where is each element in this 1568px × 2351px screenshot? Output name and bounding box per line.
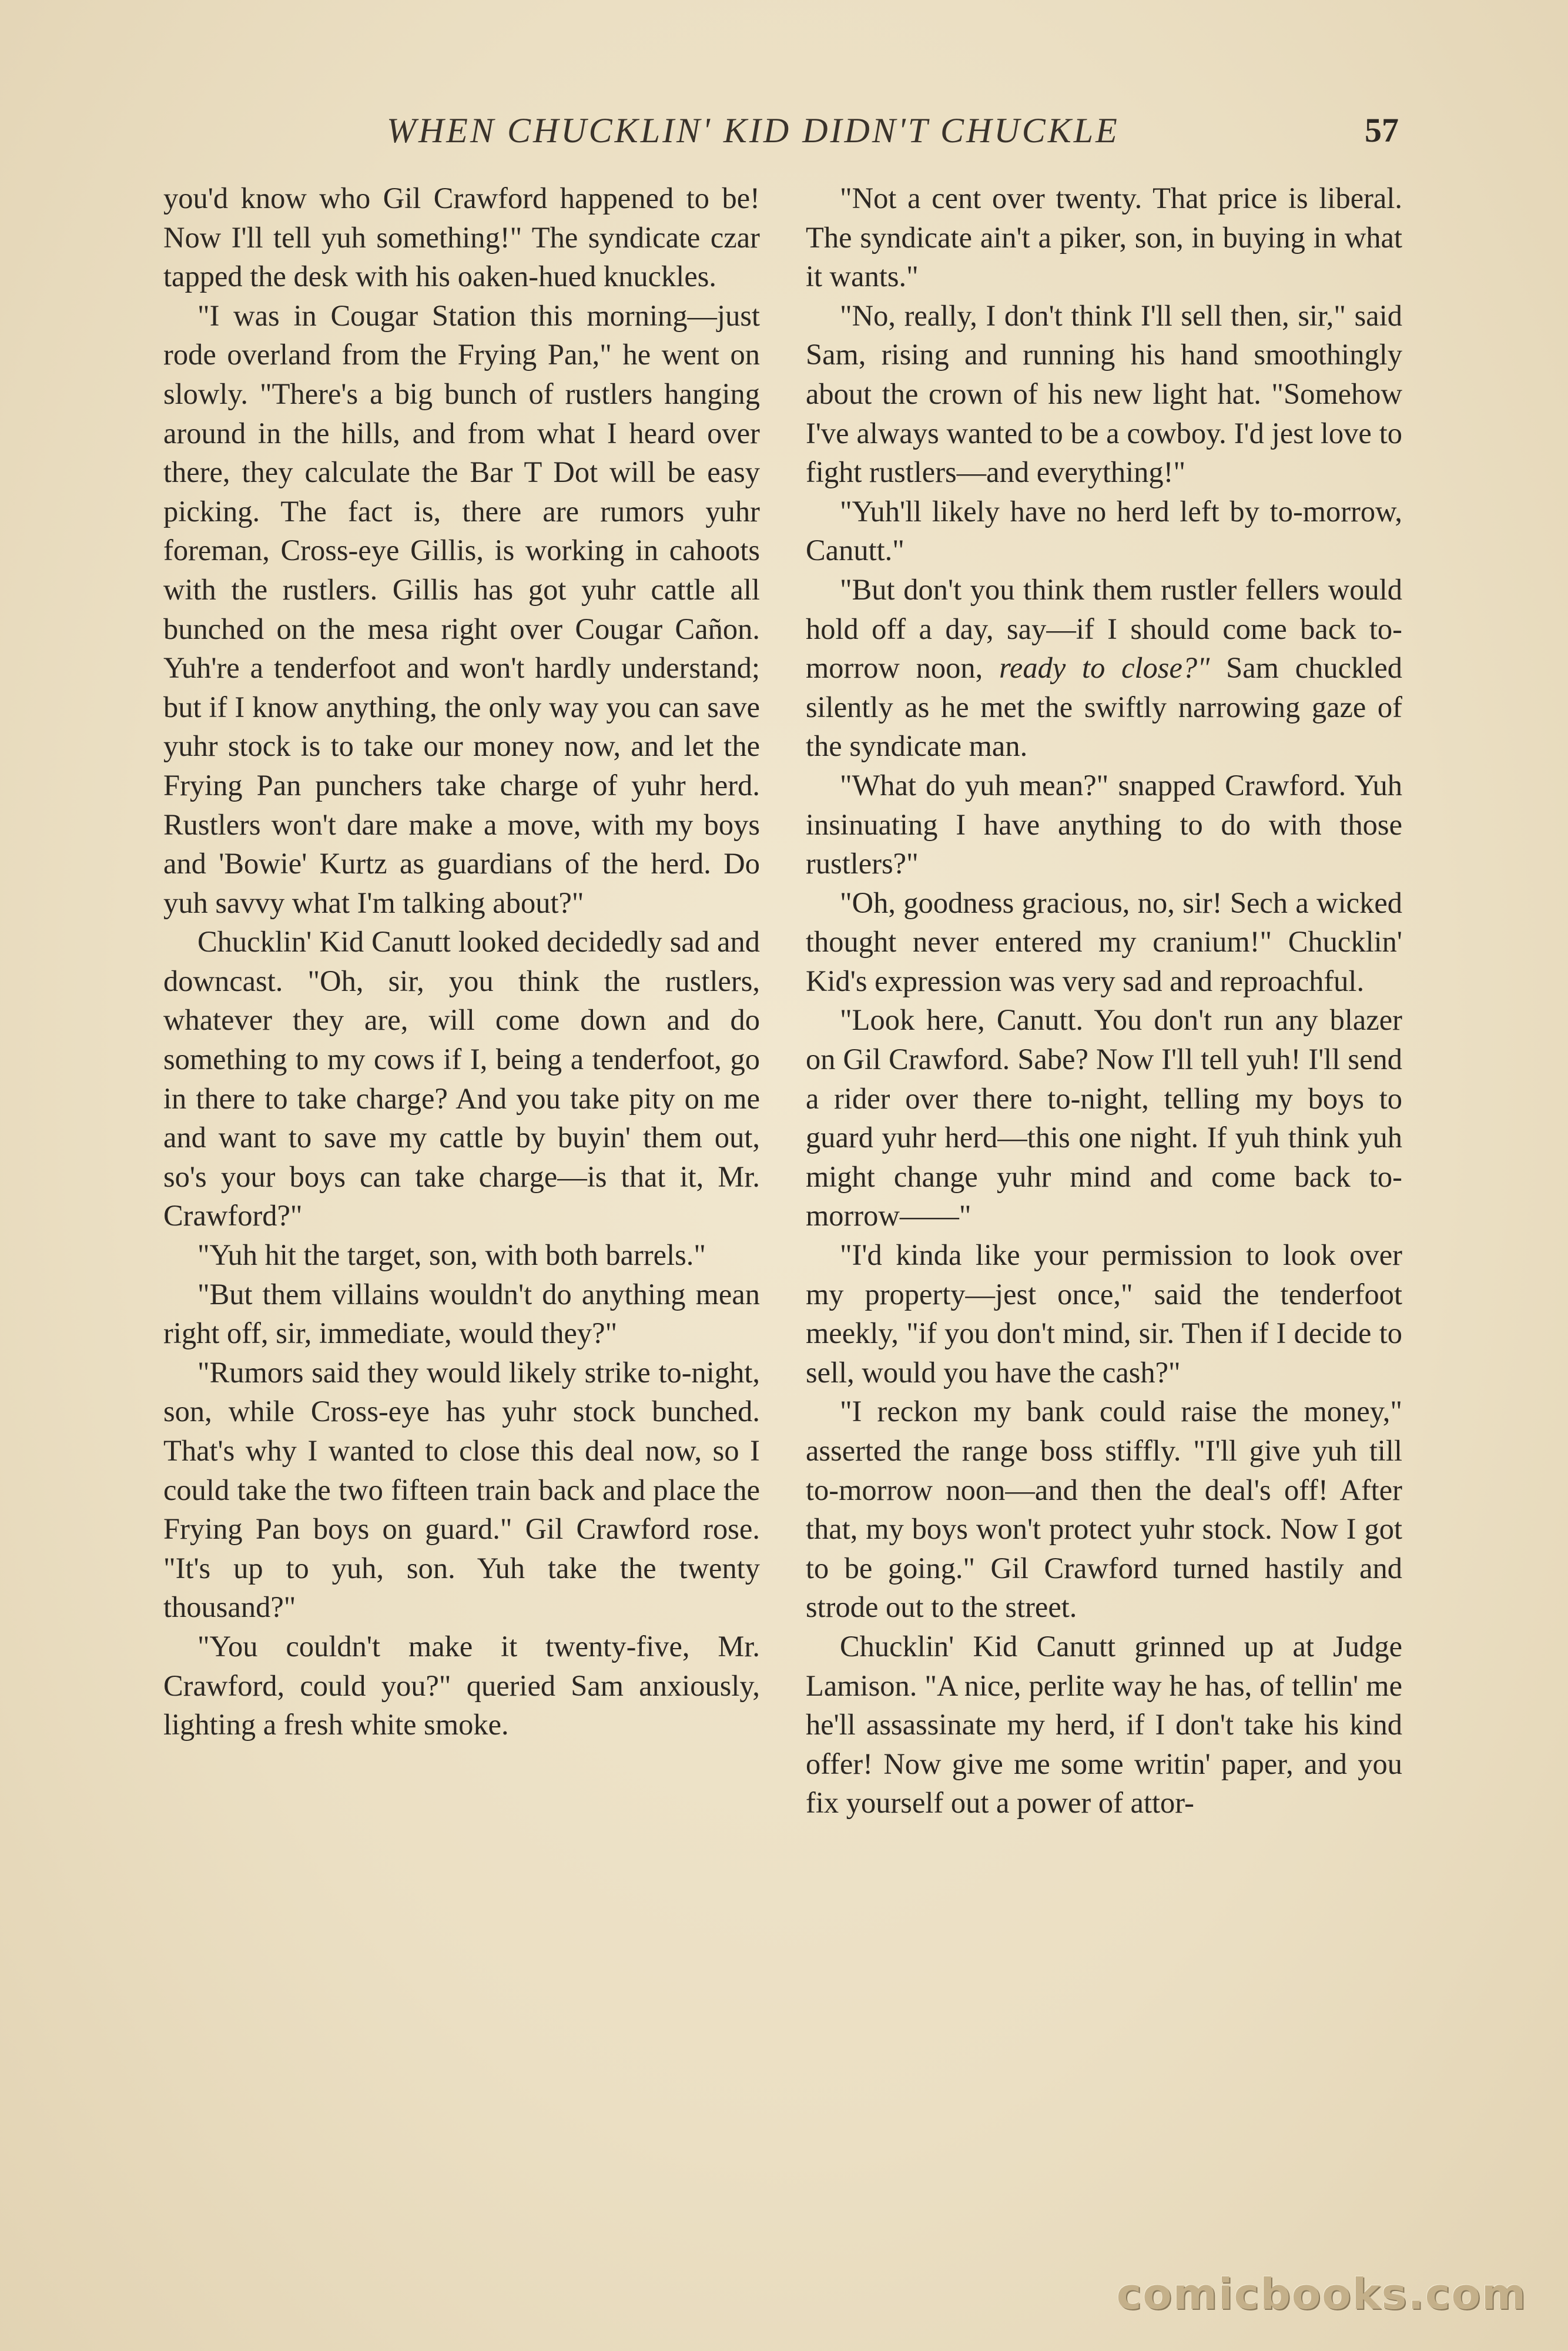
running-header	[163, 110, 1405, 158]
paragraph	[806, 570, 1402, 766]
right-column	[806, 179, 1402, 1823]
paragraph: "Look here, Canutt. You don't run any blazer on Gil Crawford. Sabe? Now I'll tell yuh! I'll send a rider over there to-night, telling my boys to guard yuhr herd—this one night. If yuh think yuh might change yuhr mind and come back to-morrow——"	[806, 1003, 1402, 1233]
paragraph: "Yuh hit the target, son, with both barrels."	[197, 1238, 706, 1272]
paragraph: you'd know who Gil Crawford happened to be! Now I'll tell yuh something!" The syndicate czar tapped the desk with his oaken-hued knuckles.	[163, 182, 760, 293]
paragraph: "What do yuh mean?" snapped Crawford. Yuh insinuating I have anything to do with those rustlers?"	[806, 768, 1402, 880]
paragraph: "But them villains wouldn't do anything mean right off, sir, immediate, would they?"	[163, 1277, 760, 1350]
paragraph: "I reckon my bank could raise the money," asserted the range boss stiffly. "I'll give yuh till to-morrow noon—and then the deal's off! After that, my boys won't protect yuhr stock. Now I got to be going." Gil Crawford turned hastily and strode out to the street.	[806, 1395, 1402, 1624]
running-title: WHEN CHUCKLIN' KID DIDN'T CHUCKLE	[387, 111, 1120, 150]
paragraph: "Rumors said they would likely strike to-night, son, while Cross-eye has yuhr stock bunched. That's why I wanted to close this deal now, so I could take the two fifteen train back and place the Frying Pan boys on guard." Gil Crawford rose. "It's up to yuh, son. Yuh take the twenty thousand?"	[163, 1355, 760, 1624]
paragraph-text: "But don't you think them rustler fellers would hold off a day, say—if I should come back to-morrow noon,	[806, 572, 1402, 685]
paragraph-text: Sam chuckled silently as he met the swiftly narrowing gaze of the syndicate man.	[806, 651, 1403, 763]
paragraph: "Yuh'll likely have no herd left by to-morrow, Canutt."	[806, 494, 1402, 567]
paragraph: "Oh, goodness gracious, no, sir! Sech a wicked thought never entered my cranium!" Chucklin' Kid's expression was very sad and reproachful.	[806, 886, 1402, 997]
paragraph: "I was in Cougar Station this morning—just rode overland from the Frying Pan," he went on slowly. "There's a big bunch of rustlers hanging around in the hills, and from what I heard over there, they calculate the Bar T Dot will be easy picking. The fact is, there are rumors yuhr foreman, Cross-eye Gillis, is working in cahoots with the rustlers. Gillis has got yuhr cattle all bunched on the mesa right over Cougar Cañon. Yuh're a tenderfoot and won't hardly understand; but if I know anything, the only way you can save yuhr stock is to take our money now, and let the Frying Pan punchers take charge of yuhr herd. Rustlers won't dare make a move, with my boys and 'Bowie' Kurtz as guardians of the herd. Do yuh savvy what I'm talking about?"	[163, 299, 760, 919]
left-column	[163, 179, 760, 1744]
paragraph: "Not a cent over twenty. That price is liberal. The syndicate ain't a piker, son, in buying in what it wants."	[806, 182, 1402, 293]
paragraph: Chucklin' Kid Canutt grinned up at Judge Lamison. "A nice, perlite way he has, of tellin' me he'll assassinate my herd, if I don't take his kind offer! Now give me some writin' paper, and you fix yourself out a power of attor-	[806, 1629, 1402, 1820]
paragraph: Chucklin' Kid Canutt looked decidedly sad and downcast. "Oh, sir, you think the rustlers, whatever they are, will come down and do something to my cows if I, being a tenderfoot, go in there to take charge? And you take pity on me and want to save my cattle by buyin' them out, so's your boys can take charge—is that it, Mr. Crawford?"	[163, 925, 760, 1233]
italic-text: ready to close?"	[999, 651, 1210, 685]
watermark-logo: comicbooks.com	[1116, 2269, 1527, 2319]
page-number: 57	[1365, 111, 1399, 149]
paragraph: "You couldn't make it twenty-five, Mr. Crawford, could you?" queried Sam anxiously, lighting a fresh white smoke.	[163, 1629, 760, 1742]
paragraph: "No, really, I don't think I'll sell then, sir," said Sam, rising and running his hand smoothingly about the crown of his new light hat. "Somehow I've always wanted to be a cowboy. I'd jest love to fight rustlers—and everything!"	[806, 299, 1402, 489]
paragraph: "I'd kinda like your permission to look over my property—jest once," said the tenderfoot meekly, "if you don't mind, sir. Then if I decide to sell, would you have the cash?"	[806, 1238, 1402, 1389]
